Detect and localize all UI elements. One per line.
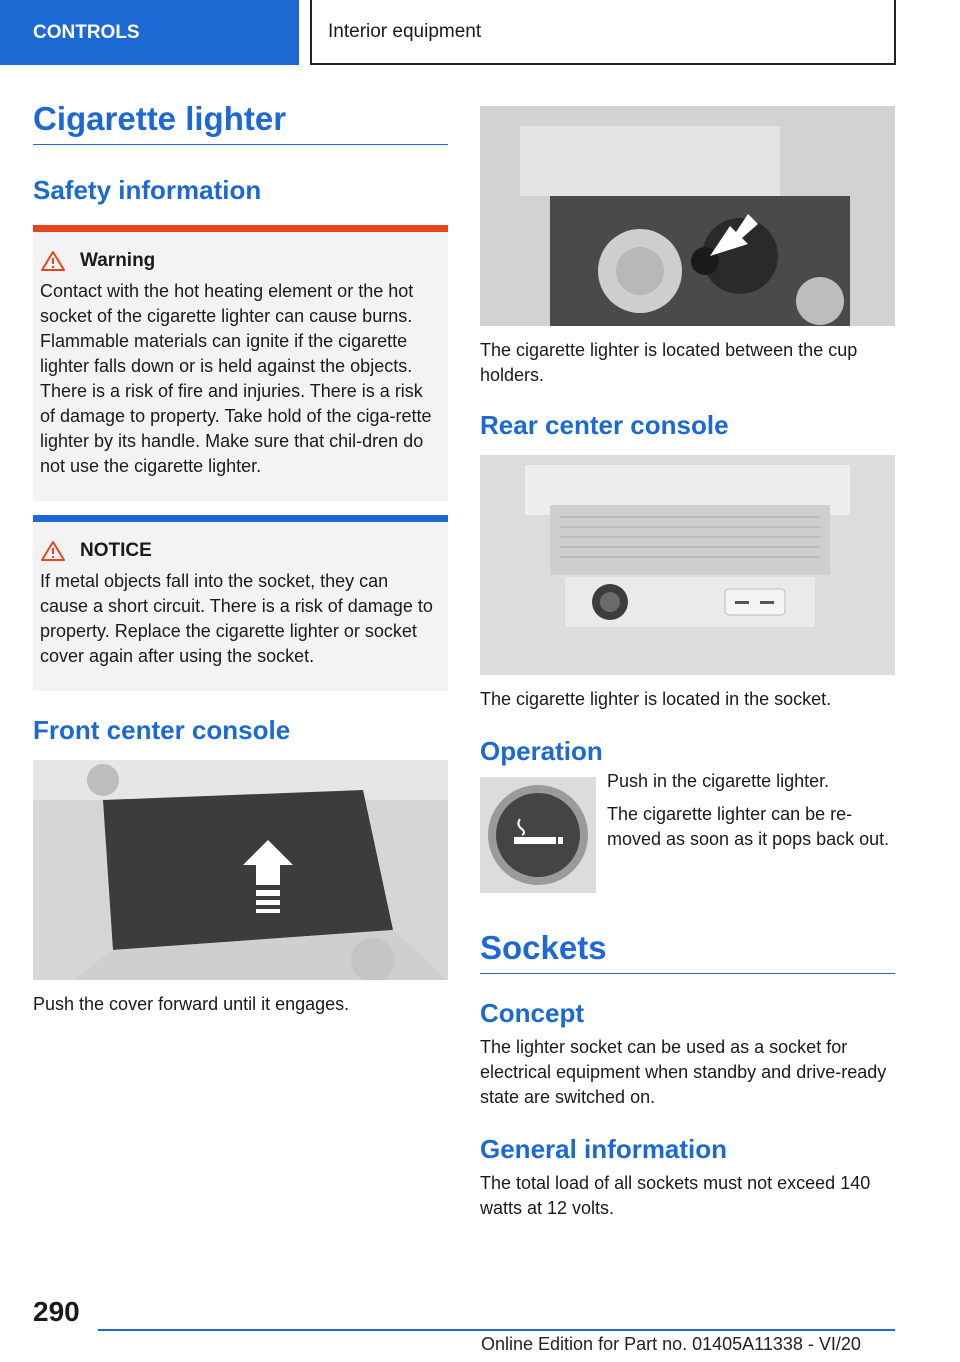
- cigarette-lighter-symbol-image: [480, 777, 596, 893]
- warning-text: Contact with the hot heating element or the hot socket of the cigarette lighter can cause burns. Flammable materials can ignite if the cigarette lighter falls down or is held against the objects. There is a risk of fire and injuries. There is a risk of damage to property. Take hold of the ciga-rette lighter by its handle. Make sure that chil-dren do not use the cigarette lighter.: [40, 281, 432, 476]
- warning-box: [33, 225, 448, 501]
- footer-rule: [98, 1329, 895, 1331]
- cup-holder-caption: The cigarette lighter is located between the cup holders.: [480, 340, 858, 385]
- notice-text: If metal objects fall into the socket, they can cause a short circuit. There is a risk of damage to property. Replace the cigarette lighter or socket cover again after using the socket.: [40, 571, 433, 666]
- rear-console-heading: Rear center console: [480, 410, 729, 440]
- left-column: [33, 100, 448, 1017]
- front-console-cover-image: [33, 760, 448, 980]
- sockets-title: Sockets: [480, 929, 895, 974]
- operation-heading: Operation: [480, 736, 603, 766]
- cup-holder-lighter-image: [480, 106, 895, 326]
- safety-heading: Safety information: [33, 175, 262, 205]
- page-number: 290: [33, 1296, 80, 1327]
- general-info-text: The total load of all sockets must not exceed 140 watts at 12 volts.: [480, 1173, 871, 1218]
- concept-heading: Concept: [480, 998, 584, 1028]
- rear-console-socket-image: [480, 455, 895, 675]
- notice-bar: [33, 515, 448, 522]
- edition-footer: Online Edition for Part no. 01405A11338 - VI/20: [481, 1334, 861, 1354]
- notice-triangle-icon: [40, 540, 66, 562]
- page-title: Cigarette lighter: [33, 100, 448, 145]
- notice-title: NOTICE: [80, 540, 152, 561]
- warning-title: Warning: [80, 250, 156, 271]
- right-column: [480, 106, 895, 1221]
- front-console-heading: Front center console: [33, 715, 291, 745]
- concept-text: The lighter socket can be used as a socket for electrical equipment when standby and drive-ready state are switched on.: [480, 1037, 887, 1107]
- chapter-tab: [310, 0, 896, 65]
- rear-console-caption: The cigarette lighter is located in the socket.: [480, 689, 832, 709]
- general-info-heading: General information: [480, 1134, 728, 1164]
- warning-triangle-icon: [40, 250, 66, 272]
- operation-step-1: Push in the cigarette lighter.: [607, 771, 830, 791]
- operation-step-2: The cigarette lighter can be re-moved as soon as it pops back out.: [607, 804, 890, 849]
- section-tab: [0, 0, 299, 65]
- operation-block: [480, 769, 895, 893]
- warning-bar: [33, 225, 448, 232]
- front-console-caption: Push the cover forward until it engages.: [33, 994, 350, 1014]
- notice-box: [33, 515, 448, 691]
- section-label: CONTROLS: [33, 21, 140, 43]
- chapter-label: Interior equipment: [328, 20, 482, 42]
